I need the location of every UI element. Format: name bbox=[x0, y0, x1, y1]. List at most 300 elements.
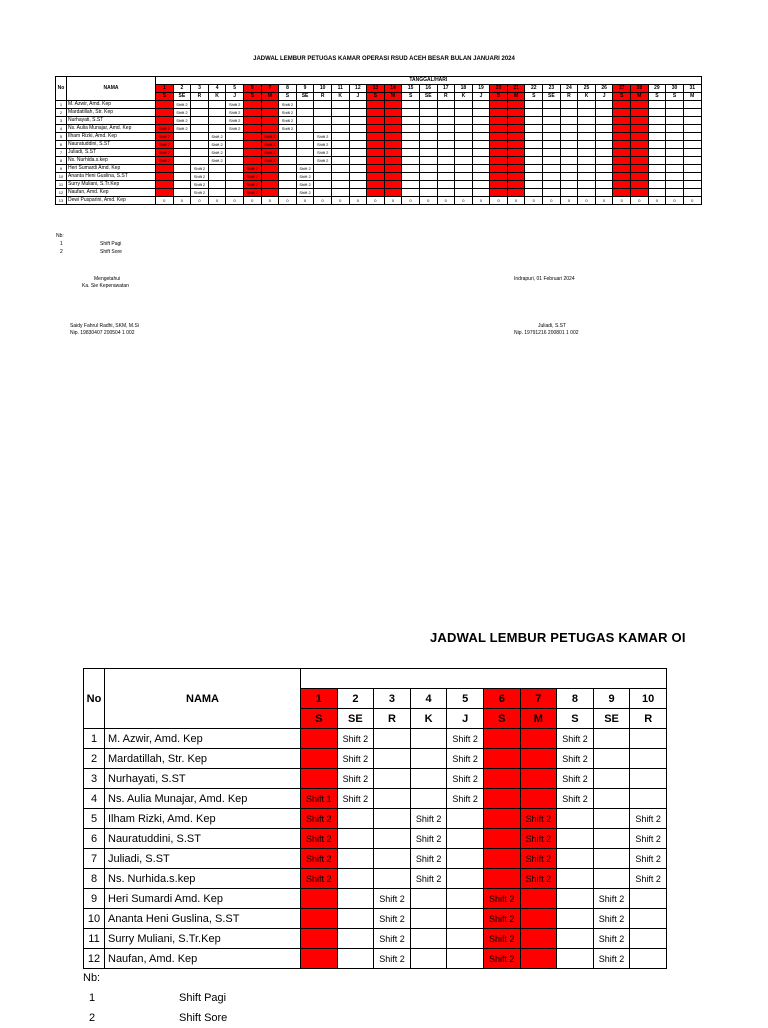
schedule-cell bbox=[226, 133, 244, 141]
day-number-header: 22 bbox=[525, 85, 543, 93]
schedule-cell bbox=[349, 125, 367, 133]
schedule-cell bbox=[648, 165, 666, 173]
schedule-cell bbox=[367, 117, 385, 125]
schedule-cell bbox=[367, 133, 385, 141]
schedule-cell: Shift 2 bbox=[557, 769, 594, 789]
row-number: 6 bbox=[56, 141, 67, 149]
schedule-cell: Shift 2 bbox=[208, 133, 226, 141]
row-number: 7 bbox=[84, 849, 105, 869]
schedule-cell: Shift 2 bbox=[447, 769, 484, 789]
schedule-cell bbox=[402, 165, 420, 173]
schedule-cell bbox=[331, 157, 349, 165]
schedule-cell bbox=[666, 165, 684, 173]
schedule-cell bbox=[410, 949, 447, 969]
schedule-cell bbox=[557, 829, 594, 849]
schedule-cell bbox=[683, 109, 701, 117]
schedule-cell bbox=[156, 165, 174, 173]
schedule-cell bbox=[490, 157, 508, 165]
schedule-cell bbox=[208, 125, 226, 133]
row-number: 5 bbox=[56, 133, 67, 141]
employee-name: Nauratuddini, S.ST bbox=[105, 829, 301, 849]
schedule-cell bbox=[455, 109, 473, 117]
schedule-cell: Shift 2 bbox=[226, 101, 244, 109]
day-name-header: SE bbox=[296, 93, 314, 101]
schedule-cell: Shift 2 bbox=[301, 869, 338, 889]
day-number-header: 24 bbox=[560, 85, 578, 93]
document-title: JADWAL LEMBUR PETUGAS KAMAR OPERASI RSUD ACEH BESAR BULAN JANUARI 2024 bbox=[253, 56, 515, 62]
schedule-cell bbox=[525, 101, 543, 109]
day-number-header: 7 bbox=[261, 85, 279, 93]
table-row bbox=[84, 769, 667, 789]
table-row bbox=[56, 197, 702, 205]
day-name-header: S bbox=[483, 709, 520, 729]
schedule-cell: Shift 2 bbox=[261, 133, 279, 141]
schedule-cell bbox=[437, 133, 455, 141]
schedule-cell bbox=[525, 165, 543, 173]
schedule-cell bbox=[578, 125, 596, 133]
column-header-nama: NAMA bbox=[67, 77, 156, 101]
schedule-cell bbox=[595, 181, 613, 189]
schedule-cell bbox=[666, 141, 684, 149]
schedule-cell bbox=[226, 141, 244, 149]
schedule-cell bbox=[301, 949, 338, 969]
column-group-tanggal: TANGGAL/HARI bbox=[156, 77, 702, 85]
schedule-cell bbox=[279, 133, 297, 141]
schedule-cell bbox=[557, 869, 594, 889]
schedule-cell bbox=[331, 101, 349, 109]
schedule-cell bbox=[337, 909, 374, 929]
schedule-cell bbox=[472, 173, 490, 181]
notes-heading: Nb: bbox=[83, 972, 101, 984]
row-number: 2 bbox=[56, 109, 67, 117]
schedule-cell bbox=[402, 149, 420, 157]
schedule-cell bbox=[683, 165, 701, 173]
schedule-cell bbox=[520, 789, 557, 809]
schedule-cell bbox=[472, 157, 490, 165]
schedule-cell bbox=[337, 949, 374, 969]
schedule-cell bbox=[296, 157, 314, 165]
schedule-cell bbox=[226, 157, 244, 165]
schedule-cell bbox=[683, 181, 701, 189]
schedule-cell bbox=[402, 173, 420, 181]
schedule-cell bbox=[630, 909, 667, 929]
employee-name: Ilham Rizki, Amd. Kep bbox=[105, 809, 301, 829]
schedule-cell bbox=[331, 109, 349, 117]
schedule-cell bbox=[525, 133, 543, 141]
schedule-cell: Shift 2 bbox=[243, 173, 261, 181]
schedule-cell bbox=[455, 125, 473, 133]
schedule-cell bbox=[631, 189, 649, 197]
schedule-cell bbox=[630, 729, 667, 749]
day-number-header: 5 bbox=[447, 689, 484, 709]
schedule-cell bbox=[557, 889, 594, 909]
schedule-cell: Shift 2 bbox=[337, 789, 374, 809]
schedule-cell bbox=[419, 173, 437, 181]
schedule-cell bbox=[296, 133, 314, 141]
schedule-cell: Shift 2 bbox=[279, 125, 297, 133]
schedule-cell bbox=[279, 165, 297, 173]
day-name-header: J bbox=[447, 709, 484, 729]
schedule-cell: Shift 2 bbox=[191, 189, 209, 197]
schedule-cell bbox=[402, 117, 420, 125]
schedule-cell bbox=[447, 849, 484, 869]
schedule-cell bbox=[455, 165, 473, 173]
schedule-cell: Shift 2 bbox=[301, 829, 338, 849]
schedule-cell bbox=[472, 165, 490, 173]
schedule-cell bbox=[525, 157, 543, 165]
schedule-cell: Shift 2 bbox=[630, 869, 667, 889]
schedule-cell: 0 bbox=[384, 197, 402, 205]
row-number: 5 bbox=[84, 809, 105, 829]
schedule-cell: 0 bbox=[613, 197, 631, 205]
schedule-cell bbox=[455, 173, 473, 181]
schedule-cell bbox=[525, 125, 543, 133]
table-row bbox=[56, 101, 702, 109]
schedule-cell bbox=[483, 749, 520, 769]
schedule-cell bbox=[648, 173, 666, 181]
schedule-cell bbox=[410, 789, 447, 809]
zoomed-notes-section bbox=[83, 968, 227, 1028]
day-name-header: S bbox=[402, 93, 420, 101]
schedule-cell bbox=[455, 117, 473, 125]
schedule-cell bbox=[472, 133, 490, 141]
schedule-cell: Shift 2 bbox=[557, 749, 594, 769]
employee-name: Surry Muliani, S.Tr.Kep bbox=[105, 929, 301, 949]
schedule-cell bbox=[525, 173, 543, 181]
schedule-cell bbox=[419, 109, 437, 117]
day-number-header: 4 bbox=[410, 689, 447, 709]
schedule-cell: Shift 2 bbox=[447, 749, 484, 769]
schedule-cell bbox=[578, 189, 596, 197]
notes-section bbox=[56, 232, 122, 256]
schedule-cell bbox=[156, 101, 174, 109]
day-number-header: 3 bbox=[374, 689, 411, 709]
schedule-cell bbox=[483, 769, 520, 789]
employee-name: Ns. Nurhida.s.kep bbox=[67, 157, 156, 165]
employee-name: Mardatillah, Str. Kep bbox=[105, 749, 301, 769]
schedule-cell: Shift 2 bbox=[593, 949, 630, 969]
schedule-cell bbox=[384, 173, 402, 181]
schedule-cell bbox=[314, 181, 332, 189]
employee-name: M. Azwir, Amd. Kep bbox=[67, 101, 156, 109]
schedule-cell bbox=[613, 141, 631, 149]
schedule-cell bbox=[613, 125, 631, 133]
day-number-header: 26 bbox=[595, 85, 613, 93]
schedule-cell bbox=[261, 173, 279, 181]
schedule-cell bbox=[648, 149, 666, 157]
schedule-cell bbox=[191, 141, 209, 149]
schedule-cell bbox=[525, 149, 543, 157]
row-number: 1 bbox=[84, 729, 105, 749]
schedule-cell bbox=[560, 117, 578, 125]
schedule-cell bbox=[384, 101, 402, 109]
schedule-cell bbox=[374, 769, 411, 789]
schedule-cell bbox=[543, 149, 561, 157]
schedule-cell bbox=[243, 117, 261, 125]
schedule-cell bbox=[543, 141, 561, 149]
schedule-cell bbox=[560, 141, 578, 149]
schedule-cell bbox=[483, 809, 520, 829]
day-name-header: S bbox=[557, 709, 594, 729]
schedule-cell bbox=[683, 125, 701, 133]
schedule-cell bbox=[595, 165, 613, 173]
schedule-cell bbox=[507, 189, 525, 197]
schedule-cell bbox=[631, 133, 649, 141]
schedule-cell bbox=[472, 189, 490, 197]
day-name-header: R bbox=[437, 93, 455, 101]
schedule-cell: Shift 2 bbox=[279, 117, 297, 125]
schedule-cell bbox=[630, 769, 667, 789]
schedule-cell bbox=[243, 149, 261, 157]
day-number-header: 17 bbox=[437, 85, 455, 93]
schedule-cell bbox=[595, 173, 613, 181]
schedule-cell bbox=[402, 109, 420, 117]
day-number-header: 21 bbox=[507, 85, 525, 93]
schedule-cell bbox=[410, 929, 447, 949]
schedule-cell bbox=[384, 109, 402, 117]
schedule-cell bbox=[578, 173, 596, 181]
schedule-cell: Shift 2 bbox=[447, 789, 484, 809]
schedule-cell bbox=[525, 117, 543, 125]
schedule-cell bbox=[301, 729, 338, 749]
schedule-cell bbox=[490, 109, 508, 117]
schedule-cell: Shift 2 bbox=[296, 173, 314, 181]
schedule-cell bbox=[243, 157, 261, 165]
schedule-cell bbox=[507, 173, 525, 181]
table-row bbox=[84, 869, 667, 889]
schedule-cell bbox=[261, 125, 279, 133]
schedule-cell bbox=[367, 157, 385, 165]
schedule-cell bbox=[666, 173, 684, 181]
schedule-cell: Shift 2 bbox=[208, 149, 226, 157]
table-row bbox=[56, 173, 702, 181]
day-number-header: 16 bbox=[419, 85, 437, 93]
table-row bbox=[56, 117, 702, 125]
schedule-cell bbox=[419, 125, 437, 133]
schedule-cell bbox=[314, 165, 332, 173]
table-row bbox=[84, 729, 667, 749]
schedule-cell bbox=[472, 117, 490, 125]
schedule-cell bbox=[419, 165, 437, 173]
schedule-cell: Shift 2 bbox=[173, 117, 191, 125]
schedule-cell: Shift 2 bbox=[226, 117, 244, 125]
schedule-cell: Shift 2 bbox=[557, 789, 594, 809]
day-name-header: S bbox=[279, 93, 297, 101]
schedule-cell bbox=[613, 149, 631, 157]
schedule-cell bbox=[630, 929, 667, 949]
schedule-cell bbox=[648, 133, 666, 141]
schedule-cell bbox=[402, 181, 420, 189]
schedule-cell: Shift 1 bbox=[301, 789, 338, 809]
schedule-cell: 0 bbox=[419, 197, 437, 205]
employee-name: Surry Muliani, S.Tr.Kep bbox=[67, 181, 156, 189]
table-row bbox=[84, 789, 667, 809]
row-number: 8 bbox=[84, 869, 105, 889]
schedule-cell: Shift 2 bbox=[483, 909, 520, 929]
day-number-header: 15 bbox=[402, 85, 420, 93]
row-number: 10 bbox=[56, 173, 67, 181]
schedule-cell bbox=[314, 109, 332, 117]
day-number-header: 20 bbox=[490, 85, 508, 93]
schedule-cell: Shift 2 bbox=[447, 729, 484, 749]
schedule-cell: Shift 2 bbox=[191, 173, 209, 181]
schedule-cell: Shift 2 bbox=[191, 181, 209, 189]
schedule-cell bbox=[243, 141, 261, 149]
schedule-cell bbox=[578, 149, 596, 157]
schedule-cell: 0 bbox=[349, 197, 367, 205]
schedule-cell bbox=[490, 165, 508, 173]
employee-name: Ns. Aulia Munajar, Amd. Kep bbox=[67, 125, 156, 133]
schedule-cell bbox=[367, 189, 385, 197]
day-number-header: 10 bbox=[630, 689, 667, 709]
schedule-cell bbox=[349, 141, 367, 149]
schedule-cell bbox=[156, 109, 174, 117]
schedule-cell bbox=[447, 889, 484, 909]
schedule-cell bbox=[173, 133, 191, 141]
schedule-cell bbox=[557, 909, 594, 929]
schedule-cell bbox=[648, 117, 666, 125]
schedule-cell bbox=[173, 157, 191, 165]
day-name-header: M bbox=[631, 93, 649, 101]
schedule-cell bbox=[261, 101, 279, 109]
employee-name: Ns. Nurhida.s.kep bbox=[105, 869, 301, 889]
employee-name: Mardatillah, Str. Kep bbox=[67, 109, 156, 117]
schedule-cell bbox=[243, 125, 261, 133]
day-name-header: SE bbox=[337, 709, 374, 729]
schedule-cell bbox=[613, 157, 631, 165]
schedule-cell bbox=[520, 889, 557, 909]
schedule-cell bbox=[483, 849, 520, 869]
schedule-cell: Shift 2 bbox=[410, 869, 447, 889]
schedule-cell bbox=[490, 141, 508, 149]
row-number: 7 bbox=[56, 149, 67, 157]
schedule-cell bbox=[578, 157, 596, 165]
schedule-cell: Shift 2 bbox=[226, 125, 244, 133]
schedule-cell: 0 bbox=[578, 197, 596, 205]
schedule-cell bbox=[543, 189, 561, 197]
schedule-cell: 0 bbox=[191, 197, 209, 205]
schedule-cell bbox=[279, 149, 297, 157]
table-row bbox=[56, 189, 702, 197]
schedule-cell bbox=[455, 157, 473, 165]
schedule-cell bbox=[349, 181, 367, 189]
schedule-cell bbox=[490, 125, 508, 133]
schedule-cell bbox=[613, 133, 631, 141]
schedule-cell bbox=[191, 157, 209, 165]
schedule-cell bbox=[525, 141, 543, 149]
day-number-header: 9 bbox=[296, 85, 314, 93]
day-number-header: 1 bbox=[156, 85, 174, 93]
day-name-header: SE bbox=[593, 709, 630, 729]
day-name-header: S bbox=[525, 93, 543, 101]
schedule-cell bbox=[191, 117, 209, 125]
schedule-cell: Shift 2 bbox=[557, 729, 594, 749]
schedule-cell bbox=[578, 141, 596, 149]
schedule-cell bbox=[490, 189, 508, 197]
schedule-cell bbox=[593, 749, 630, 769]
schedule-cell bbox=[630, 889, 667, 909]
schedule-cell: 0 bbox=[472, 197, 490, 205]
schedule-cell: 0 bbox=[525, 197, 543, 205]
schedule-cell bbox=[507, 101, 525, 109]
schedule-cell bbox=[578, 109, 596, 117]
schedule-cell bbox=[631, 165, 649, 173]
schedule-cell bbox=[578, 181, 596, 189]
schedule-cell bbox=[437, 117, 455, 125]
schedule-cell bbox=[419, 181, 437, 189]
day-name-header: M bbox=[683, 93, 701, 101]
schedule-cell: Shift 2 bbox=[243, 181, 261, 189]
schedule-cell bbox=[557, 929, 594, 949]
day-name-header: S bbox=[490, 93, 508, 101]
table-row bbox=[56, 109, 702, 117]
schedule-cell bbox=[630, 789, 667, 809]
schedule-cell bbox=[507, 141, 525, 149]
schedule-cell bbox=[507, 165, 525, 173]
schedule-cell bbox=[648, 101, 666, 109]
schedule-cell bbox=[631, 117, 649, 125]
schedule-cell bbox=[613, 189, 631, 197]
schedule-cell bbox=[279, 181, 297, 189]
schedule-cell: Shift 2 bbox=[483, 929, 520, 949]
schedule-cell bbox=[560, 149, 578, 157]
schedule-cell bbox=[490, 173, 508, 181]
schedule-cell bbox=[630, 949, 667, 969]
schedule-cell bbox=[261, 181, 279, 189]
schedule-cell: 0 bbox=[631, 197, 649, 205]
schedule-cell: Shift 2 bbox=[593, 909, 630, 929]
schedule-cell bbox=[173, 173, 191, 181]
schedule-cell bbox=[593, 789, 630, 809]
schedule-cell bbox=[447, 869, 484, 889]
schedule-cell bbox=[455, 149, 473, 157]
column-header-no: No bbox=[84, 669, 105, 729]
day-name-header: S bbox=[613, 93, 631, 101]
schedule-cell bbox=[156, 117, 174, 125]
schedule-cell: Shift 2 bbox=[593, 889, 630, 909]
table-row bbox=[84, 949, 667, 969]
signature-left: Saidy Fahrul Radhi, SKM, M.Si Nip. 19830407 200504 1 002 bbox=[70, 323, 139, 336]
schedule-cell bbox=[243, 133, 261, 141]
schedule-cell bbox=[525, 189, 543, 197]
schedule-cell bbox=[483, 729, 520, 749]
day-name-header: SE bbox=[173, 93, 191, 101]
schedule-cell bbox=[543, 133, 561, 141]
schedule-cell bbox=[402, 101, 420, 109]
schedule-cell bbox=[331, 133, 349, 141]
schedule-cell bbox=[226, 149, 244, 157]
schedule-cell bbox=[410, 909, 447, 929]
schedule-cell bbox=[595, 109, 613, 117]
schedule-cell bbox=[384, 141, 402, 149]
schedule-cell bbox=[367, 141, 385, 149]
schedule-cell bbox=[683, 149, 701, 157]
schedule-cell bbox=[173, 141, 191, 149]
schedule-cell: 0 bbox=[455, 197, 473, 205]
schedule-cell bbox=[520, 909, 557, 929]
schedule-cell bbox=[593, 769, 630, 789]
schedule-cell bbox=[578, 133, 596, 141]
schedule-cell bbox=[613, 109, 631, 117]
schedule-cell bbox=[367, 181, 385, 189]
schedule-cell bbox=[226, 165, 244, 173]
day-name-header: K bbox=[208, 93, 226, 101]
schedule-cell bbox=[666, 109, 684, 117]
schedule-cell bbox=[455, 141, 473, 149]
notes-heading: Nb: bbox=[56, 233, 64, 239]
schedule-cell bbox=[156, 189, 174, 197]
schedule-cell bbox=[367, 165, 385, 173]
